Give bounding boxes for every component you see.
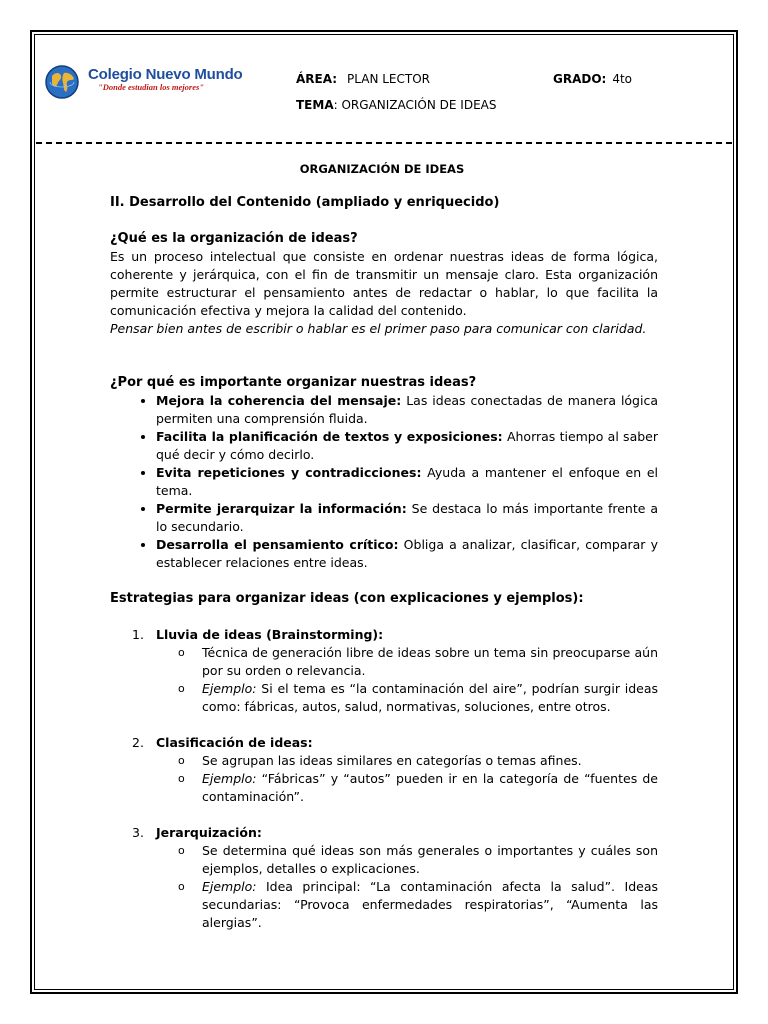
strategy-desc: o Se determina qué ideas son más generales o importantes y cuáles son ejemplos, detalles o explicaciones.: [178, 843, 658, 876]
strategy-number: 3.: [132, 825, 144, 840]
bullet-o-icon: o: [178, 844, 185, 857]
strategy-item: [110, 734, 658, 806]
strategy-desc: o Técnica de generación libre de ideas sobre un tema sin preocuparse aún por su orden o relevancia.: [178, 645, 658, 678]
bullet-o-icon: o: [178, 646, 185, 659]
q1-note: Pensar bien antes de escribir o hablar es el primer paso para comunicar con claridad.: [110, 321, 647, 336]
reasons-list: [110, 392, 658, 572]
strategy-title: Clasificación de ideas:: [156, 735, 313, 750]
school-slogan: "Donde estudian los mejores": [98, 82, 205, 92]
q2-heading: ¿Por qué es importante organizar nuestras ideas?: [110, 375, 477, 390]
area-field: [296, 72, 430, 86]
area-label: ÁREA:: [296, 72, 338, 86]
tema-value: : ORGANIZACIÓN DE IDEAS: [333, 98, 497, 112]
list-item: • Facilita la planificación de textos y exposiciones: Ahorras tiempo al saber qué decir y cómo decirlo.: [156, 428, 658, 464]
document-title: ORGANIZACIÓN DE IDEAS: [299, 162, 465, 176]
tema-field: [296, 98, 497, 112]
area-value: PLAN LECTOR: [347, 72, 431, 86]
strategies-heading: Estrategias para organizar ideas (con explicaciones y ejemplos):: [110, 591, 584, 606]
bullet-o-icon: o: [178, 682, 185, 695]
globe-logo-icon: [44, 64, 80, 100]
strategy-item: [110, 626, 658, 716]
strategy-title: Jerarquización:: [156, 825, 262, 840]
document-header: [36, 36, 732, 146]
bullet-o-icon: o: [178, 880, 185, 893]
list-item: • Mejora la coherencia del mensaje: Las ideas conectadas de manera lógica permiten una comprensión fluida.: [156, 392, 658, 428]
grado-field: [553, 72, 632, 86]
grado-value: 4to: [612, 72, 633, 86]
tema-label: TEMA: [296, 98, 334, 112]
grado-label: GRADO:: [553, 72, 607, 86]
school-name: Colegio Nuevo Mundo: [88, 66, 243, 83]
strategy-number: 2.: [132, 735, 144, 750]
section-heading: II. Desarrollo del Contenido (ampliado y enriquecido): [110, 195, 500, 210]
bullet-o-icon: o: [178, 772, 185, 785]
strategy-number: 1.: [132, 627, 144, 642]
q1-heading: ¿Qué es la organización de ideas?: [110, 231, 358, 246]
strategy-title: Lluvia de ideas (Brainstorming):: [156, 627, 384, 642]
list-item: • Evita repeticiones y contradicciones: Ayuda a mantener el enfoque en el tema.: [156, 464, 658, 500]
list-item: • Permite jerarquizar la información: Se destaca lo más importante frente a lo secundario.: [156, 500, 658, 536]
document-body: [110, 160, 658, 932]
strategy-example: o Ejemplo: Si el tema es “la contaminación del aire”, podrían surgir ideas como: fábricas, autos, salud, normativas, soluciones, entre otros.: [178, 681, 658, 714]
strategy-example: o Ejemplo: “Fábricas” y “autos” pueden ir en la categoría de “fuentes de contaminación”.: [178, 771, 658, 804]
strategy-item: [110, 824, 658, 932]
bullet-o-icon: o: [178, 754, 185, 767]
list-item: • Desarrolla el pensamiento crítico: Obliga a analizar, clasificar, comparar y establecer relaciones entre ideas.: [156, 536, 658, 572]
q1-paragraph: Es un proceso intelectual que consiste en ordenar nuestras ideas de forma lógica, coherente y jerárquica, con el fin de transmitir un mensaje claro. Esta organización permite estructurar el pensamiento antes de redactar o hablar, lo que facilita la comunicación efectiva y mejora la calidad del contenido.: [110, 249, 658, 318]
strategy-desc: o Se agrupan las ideas similares en categorías o temas afines.: [178, 753, 582, 768]
header-divider: [36, 142, 732, 144]
strategy-example: o Ejemplo: Idea principal: “La contaminación afecta la salud”. Ideas secundarias: “Provoca enfermedades respiratorias”, “Aumenta las alergias”.: [178, 879, 658, 930]
